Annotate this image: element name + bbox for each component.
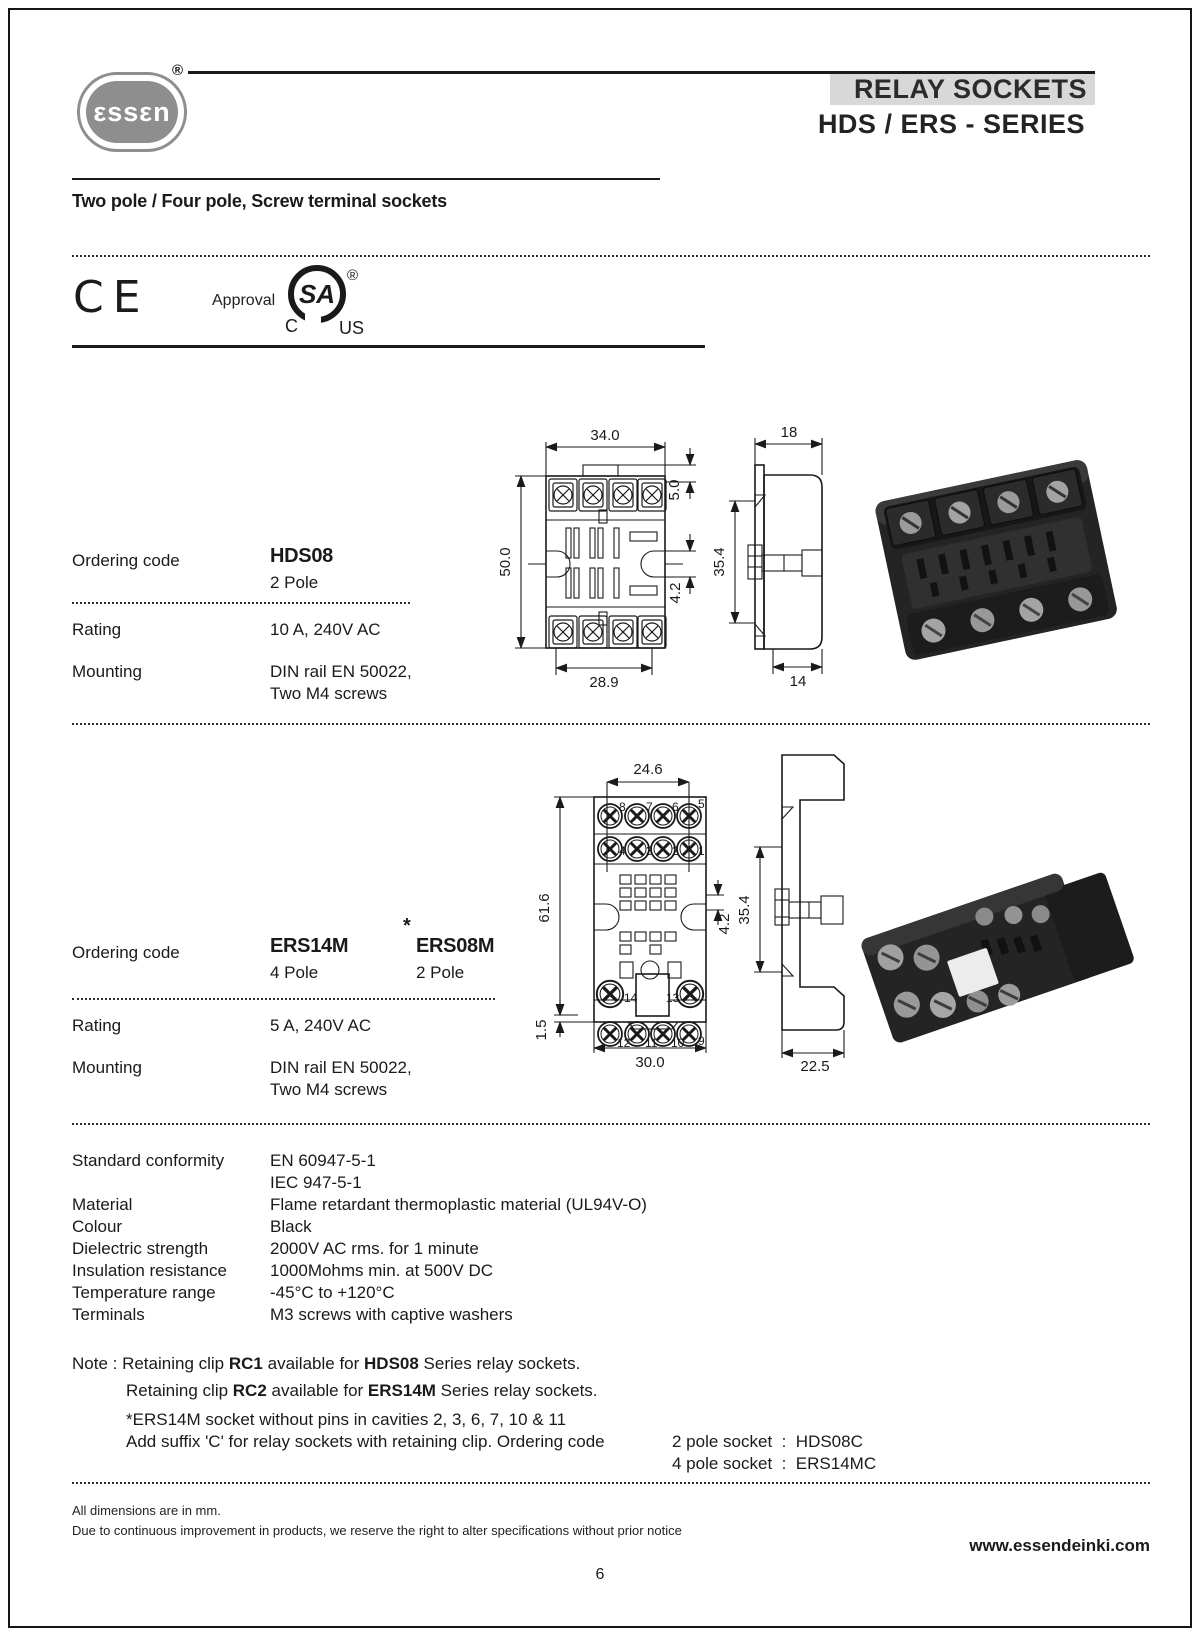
svg-text:6: 6	[672, 800, 679, 814]
dim-front-height: 50.0	[497, 547, 514, 577]
divider-dotted-1	[72, 255, 1150, 257]
page-title: RELAY SOCKETS	[853, 74, 1087, 104]
ce-mark: CE	[73, 272, 150, 323]
svg-text:11: 11	[645, 1036, 658, 1050]
hds08-front-dimensions	[497, 427, 696, 691]
title-band	[830, 74, 1095, 105]
dim-base-offset: 1.5	[533, 1019, 550, 1041]
series-subtitle: HDS / ERS - SERIES	[817, 109, 1085, 139]
note-line-1: Note : Retaining clip RC1 available for HDS08 Series relay sockets.	[72, 1354, 581, 1373]
dim-front-height-2: 61.6	[536, 893, 553, 923]
svg-text:2: 2	[672, 844, 679, 858]
hds08-side-view	[748, 465, 822, 649]
svg-text:5: 5	[698, 797, 705, 811]
ers14m-contact-grid	[620, 875, 676, 954]
divider-dotted-3	[72, 1123, 1150, 1125]
essen-logo-text: εssεn	[86, 81, 178, 143]
website-link[interactable]: www.essendeinki.com	[969, 1536, 1150, 1555]
dim-side-base: 14	[789, 673, 807, 690]
essen-logo	[77, 72, 187, 152]
hds08-side-dimensions	[711, 424, 822, 690]
product2-rating: 5 A, 240V AC	[270, 1016, 372, 1035]
approval-label: Approval	[212, 292, 276, 309]
page-number: 6	[595, 1566, 605, 1583]
product2-pole: 4 Pole	[270, 963, 319, 982]
mounting-label-2: Mounting	[72, 1058, 142, 1077]
hds08-front-view	[528, 465, 683, 648]
dim-top-offset: 5.0	[666, 479, 683, 501]
ers14m-pin-numbers	[617, 797, 705, 1050]
svg-text:10: 10	[671, 1036, 685, 1050]
ordering-code-label-1: Ordering code	[72, 551, 180, 570]
product2-pole2: 2 Pole	[416, 963, 465, 982]
hds08-product-photo	[845, 432, 1147, 687]
dim-front-width-2: 24.6	[633, 761, 663, 778]
spec-row-terminals: Terminals M3 screws with captive washers	[72, 1305, 513, 1324]
csa-monogram: SA	[298, 279, 336, 309]
spec-row-standard-2: IEC 947-5-1	[270, 1173, 362, 1192]
mounting-label-1: Mounting	[72, 662, 142, 681]
svg-text:14: 14	[624, 991, 638, 1005]
csa-registered: ®	[347, 267, 359, 284]
svg-text:4: 4	[619, 844, 626, 858]
svg-text:9: 9	[698, 1034, 705, 1048]
dim-bottom-width: 30.0	[635, 1054, 665, 1071]
svg-text:7: 7	[646, 800, 653, 814]
dim-mid-offset-2: 4.2	[716, 913, 733, 935]
order-code-4pole: 4 pole socket : ERS14MC	[672, 1454, 877, 1473]
product1-code: HDS08	[270, 545, 333, 567]
spec-row-colour: Colour Black	[72, 1217, 312, 1236]
approval-rule	[72, 345, 705, 348]
divider-dotted-p2	[72, 998, 495, 1000]
ers14m-side-view	[775, 755, 844, 1030]
ers14m-technical-drawing	[498, 712, 870, 1074]
dimensions-note: All dimensions are in mm.	[72, 1503, 221, 1518]
heading-rule	[72, 178, 660, 180]
rating-label-2: Rating	[72, 1016, 122, 1035]
divider-dotted-4	[72, 1482, 1150, 1484]
essen-logo-ring	[77, 72, 187, 152]
dim-side-base-2: 22.5	[800, 1058, 830, 1074]
product2-code2: ERS08M	[416, 935, 495, 957]
spec-row-temperature: Temperature range -45°C to +120°C	[72, 1283, 395, 1302]
order-code-2pole: 2 pole socket : HDS08C	[672, 1432, 863, 1451]
spec-row-dielectric: Dielectric strength 2000V AC rms. for 1 minute	[72, 1239, 479, 1258]
csa-us-label: US	[339, 318, 365, 338]
note-line-2: Retaining clip RC2 available for ERS14M Series relay sockets.	[126, 1381, 598, 1400]
logo-registered-mark: ®	[172, 62, 184, 79]
ers14m-product-photo	[850, 838, 1152, 1068]
csa-logo	[283, 258, 373, 340]
product1-mounting-2: Two M4 screws	[270, 684, 388, 703]
note-line-3: *ERS14M socket without pins in cavities 2, 3, 6, 7, 10 & 11	[126, 1410, 567, 1429]
svg-text:8: 8	[619, 800, 626, 814]
dim-mid-offset: 4.2	[667, 582, 684, 604]
product2-code2-star: *	[403, 915, 411, 937]
dim-rail-span-2: 35.4	[736, 895, 753, 925]
spec-row-standard: Standard conformity EN 60947-5-1	[72, 1151, 376, 1170]
divider-dotted-p1	[72, 602, 410, 604]
spec-row-insulation: Insulation resistance 1000Mohms min. at 500V DC	[72, 1261, 493, 1280]
rating-label-1: Rating	[72, 620, 122, 639]
section-heading: Two pole / Four pole, Screw terminal sockets	[72, 191, 447, 211]
svg-text:12: 12	[617, 1036, 631, 1050]
product1-mounting-1: DIN rail EN 50022,	[270, 662, 412, 681]
note-line-4: Add suffix 'C' for relay sockets with retaining clip. Ordering code	[126, 1432, 605, 1451]
ers14m-side-dimensions	[736, 847, 844, 1074]
dim-rail-span: 35.4	[711, 547, 728, 577]
product2-code: ERS14M	[270, 935, 349, 957]
svg-text:1: 1	[698, 844, 705, 858]
ordering-code-label-2: Ordering code	[72, 943, 180, 962]
dim-side-depth: 18	[780, 424, 798, 441]
hds08-contact-slots	[566, 528, 657, 598]
svg-text:13: 13	[666, 991, 680, 1005]
csa-c-label: C	[285, 316, 298, 336]
product1-rating: 10 A, 240V AC	[270, 620, 381, 639]
dim-hole-span: 28.9	[589, 674, 619, 691]
svg-text:3: 3	[646, 844, 653, 858]
spec-row-material: Material Flame retardant thermoplastic material (UL94V-O)	[72, 1195, 647, 1214]
product2-mounting-1: DIN rail EN 50022,	[270, 1058, 412, 1077]
product1-pole: 2 Pole	[270, 573, 319, 592]
disclaimer: Due to continuous improvement in products, we reserve the right to alter specifications without prior notice	[72, 1523, 682, 1538]
hds08-technical-drawing	[478, 400, 848, 700]
product2-mounting-2: Two M4 screws	[270, 1080, 388, 1099]
spec-table	[72, 1150, 972, 1326]
dim-front-width: 34.0	[590, 427, 620, 444]
